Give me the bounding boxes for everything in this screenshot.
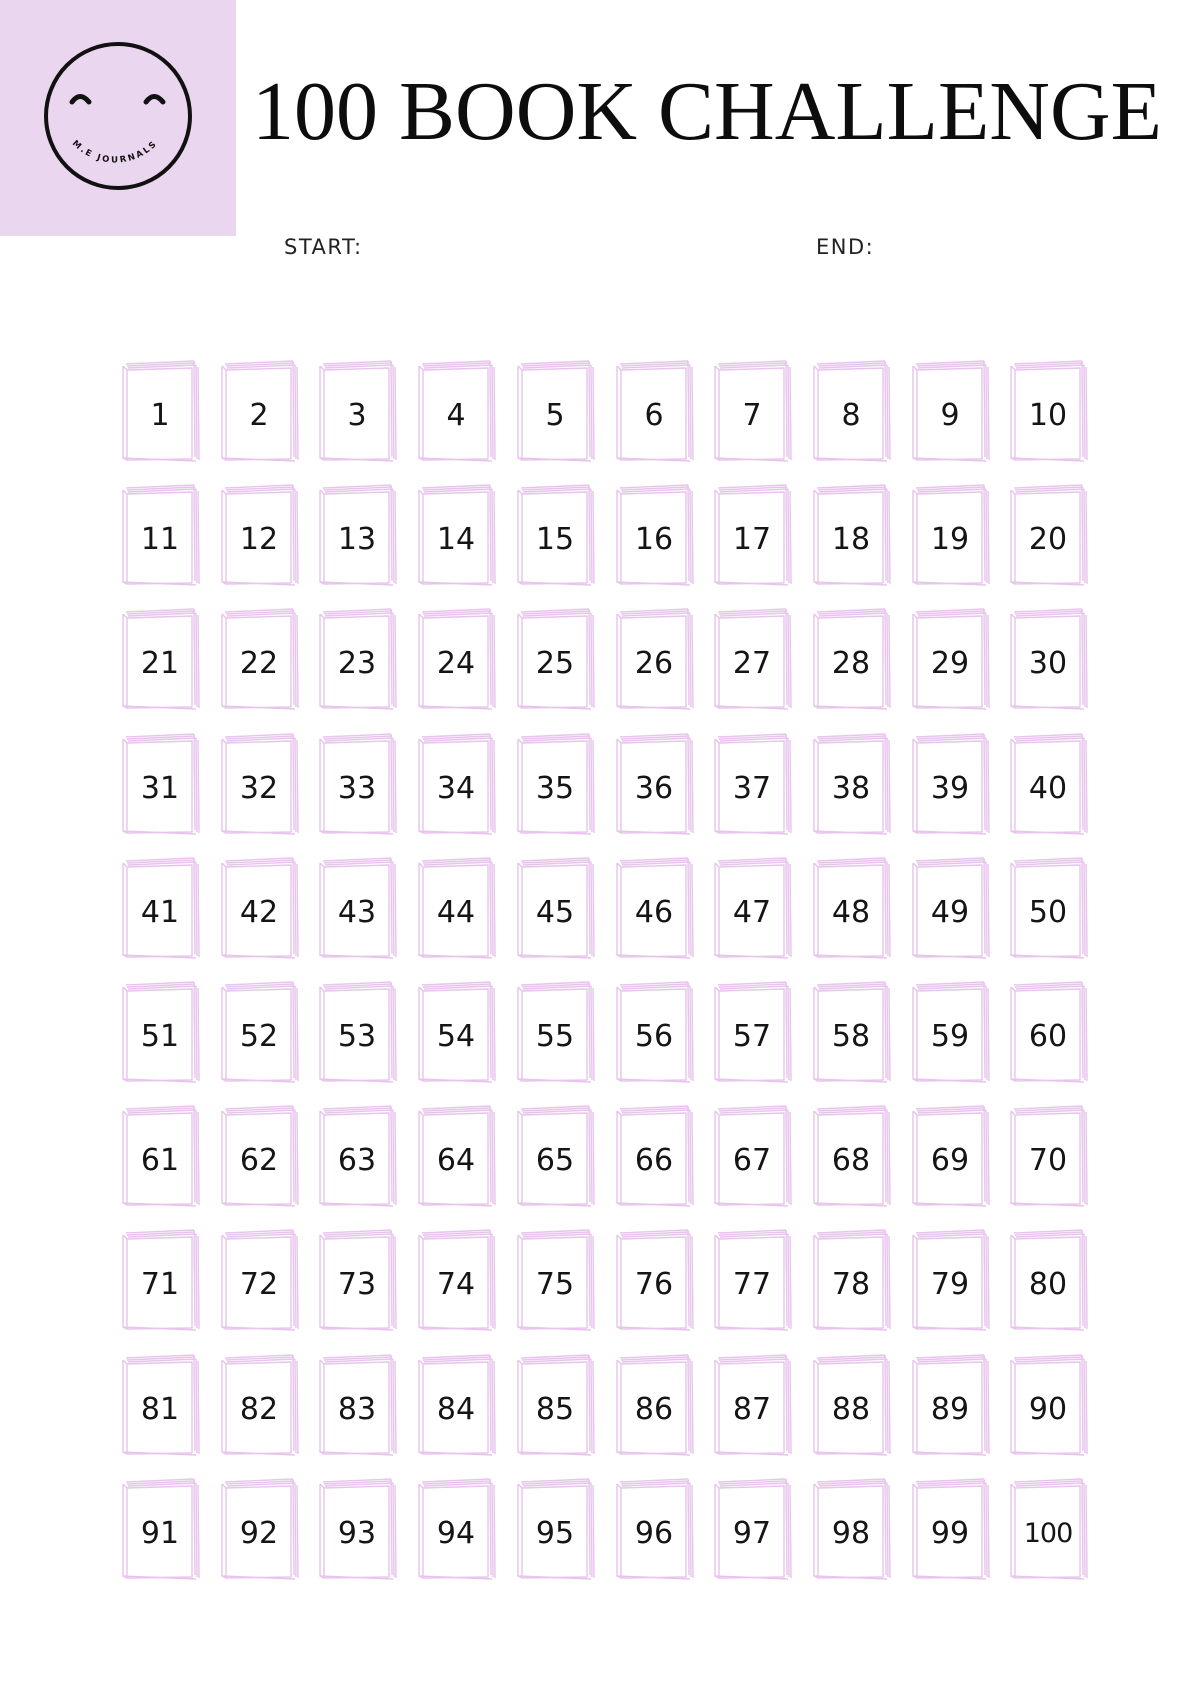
book-number: 64: [436, 1142, 476, 1178]
book-number: 63: [337, 1142, 377, 1178]
book-number: 9: [940, 397, 960, 433]
book-number: 40: [1028, 770, 1068, 806]
book-item: [1008, 608, 1088, 712]
book-number: 79: [930, 1266, 970, 1302]
book-item: [416, 608, 496, 712]
book-number: 42: [239, 894, 279, 930]
book-number: 67: [732, 1142, 772, 1178]
book-item: [515, 484, 595, 588]
book-number: 5: [545, 397, 565, 433]
book-item: [1008, 360, 1088, 464]
book-item: [416, 360, 496, 464]
book-number: 34: [436, 770, 476, 806]
end-label: END:: [816, 235, 875, 259]
book-number: 46: [634, 894, 674, 930]
book-number: 3: [347, 397, 367, 433]
book-number: 6: [644, 397, 664, 433]
book-number: 54: [436, 1018, 476, 1054]
book-number: 90: [1028, 1391, 1068, 1427]
book-item: [811, 981, 891, 1085]
book-number: 91: [140, 1515, 180, 1551]
book-item: [1008, 1105, 1088, 1209]
book-item: [219, 1229, 299, 1333]
page-title: 100 BOOK CHALLENGE: [252, 65, 1162, 158]
book-number: 28: [831, 645, 871, 681]
book-item: [614, 608, 694, 712]
book-item: [811, 1229, 891, 1333]
book-item: [811, 733, 891, 837]
book-item: [219, 484, 299, 588]
book-item: [910, 1478, 990, 1582]
book-number: 87: [732, 1391, 772, 1427]
book-number: 37: [732, 770, 772, 806]
book-item: [910, 1105, 990, 1209]
book-number: 20: [1028, 521, 1068, 557]
book-number: 75: [535, 1266, 575, 1302]
book-item: [317, 1478, 397, 1582]
book-number: 32: [239, 770, 279, 806]
book-item: [1008, 1354, 1088, 1458]
brand-text: M.E JOURNALS: [70, 138, 160, 166]
book-number: 92: [239, 1515, 279, 1551]
book-item: [515, 608, 595, 712]
book-item: [219, 608, 299, 712]
book-item: [515, 1229, 595, 1333]
book-item: [120, 857, 200, 961]
book-number: 49: [930, 894, 970, 930]
book-number: 29: [930, 645, 970, 681]
book-number: 27: [732, 645, 772, 681]
book-item: [120, 1229, 200, 1333]
book-number: 77: [732, 1266, 772, 1302]
book-item: [1008, 981, 1088, 1085]
book-item: [219, 857, 299, 961]
book-item: [614, 484, 694, 588]
book-item: [120, 1478, 200, 1582]
book-item: [219, 360, 299, 464]
book-item: [1008, 857, 1088, 961]
book-number: 19: [930, 521, 970, 557]
book-number: 50: [1028, 894, 1068, 930]
book-number: 33: [337, 770, 377, 806]
book-number: 68: [831, 1142, 871, 1178]
start-label: START:: [284, 235, 363, 259]
book-item: [1008, 1229, 1088, 1333]
book-number: 7: [742, 397, 762, 433]
book-number: 84: [436, 1391, 476, 1427]
book-item: [317, 608, 397, 712]
book-item: [219, 1105, 299, 1209]
book-item: [910, 360, 990, 464]
book-item: [712, 1229, 792, 1333]
book-number: 35: [535, 770, 575, 806]
book-number: 23: [337, 645, 377, 681]
book-number: 74: [436, 1266, 476, 1302]
book-item: [317, 733, 397, 837]
book-item: [219, 733, 299, 837]
book-item: [1008, 484, 1088, 588]
book-item: [120, 1354, 200, 1458]
book-item: [219, 1354, 299, 1458]
book-number: 96: [634, 1515, 674, 1551]
book-item: [614, 1478, 694, 1582]
book-item: [614, 1105, 694, 1209]
book-item: [416, 1105, 496, 1209]
book-item: [317, 981, 397, 1085]
smiley-face-icon: [0, 0, 236, 236]
book-number: 57: [732, 1018, 772, 1054]
book-number: 13: [337, 521, 377, 557]
book-item: [712, 1354, 792, 1458]
book-number: 95: [535, 1515, 575, 1551]
book-number: 78: [831, 1266, 871, 1302]
book-item: [317, 1354, 397, 1458]
book-item: [515, 1478, 595, 1582]
book-number: 10: [1028, 397, 1068, 433]
book-item: [515, 733, 595, 837]
book-number: 59: [930, 1018, 970, 1054]
book-item: [219, 1478, 299, 1582]
book-item: [811, 857, 891, 961]
book-item: [614, 981, 694, 1085]
book-item: [712, 608, 792, 712]
book-number: 39: [930, 770, 970, 806]
book-number: 15: [535, 521, 575, 557]
book-number: 36: [634, 770, 674, 806]
book-number: 47: [732, 894, 772, 930]
book-number: 76: [634, 1266, 674, 1302]
book-number: 72: [239, 1266, 279, 1302]
book-item: [712, 360, 792, 464]
book-item: [811, 1354, 891, 1458]
book-number: 65: [535, 1142, 575, 1178]
logo-box: [0, 0, 236, 236]
book-number: 21: [140, 645, 180, 681]
book-number: 73: [337, 1266, 377, 1302]
book-number: 80: [1028, 1266, 1068, 1302]
book-item: [614, 733, 694, 837]
book-number: 89: [930, 1391, 970, 1427]
book-number: 55: [535, 1018, 575, 1054]
book-number: 11: [140, 521, 180, 557]
book-number: 62: [239, 1142, 279, 1178]
book-item: [910, 1354, 990, 1458]
book-number: 41: [140, 894, 180, 930]
book-item: [1008, 1478, 1088, 1582]
book-item: [416, 1478, 496, 1582]
book-item: [416, 733, 496, 837]
book-item: [712, 484, 792, 588]
book-item: [120, 733, 200, 837]
book-number: 97: [732, 1515, 772, 1551]
book-number: 53: [337, 1018, 377, 1054]
book-number: 4: [446, 397, 466, 433]
book-number: 1: [150, 397, 170, 433]
book-item: [219, 981, 299, 1085]
book-item: [712, 857, 792, 961]
book-item: [317, 484, 397, 588]
book-item: [120, 1105, 200, 1209]
book-item: [910, 857, 990, 961]
book-number: 66: [634, 1142, 674, 1178]
book-item: [811, 1478, 891, 1582]
book-number: 88: [831, 1391, 871, 1427]
book-item: [416, 1229, 496, 1333]
book-number: 48: [831, 894, 871, 930]
book-number: 18: [831, 521, 871, 557]
book-item: [515, 1354, 595, 1458]
book-number: 83: [337, 1391, 377, 1427]
book-item: [416, 981, 496, 1085]
book-number: 24: [436, 645, 476, 681]
book-number: 58: [831, 1018, 871, 1054]
book-number: 86: [634, 1391, 674, 1427]
book-number: 17: [732, 521, 772, 557]
book-item: [515, 857, 595, 961]
book-item: [317, 857, 397, 961]
book-item: [712, 1478, 792, 1582]
book-number: 44: [436, 894, 476, 930]
book-item: [317, 1105, 397, 1209]
book-number: 56: [634, 1018, 674, 1054]
book-item: [120, 608, 200, 712]
book-number: 16: [634, 521, 674, 557]
book-item: [910, 981, 990, 1085]
book-number: 31: [140, 770, 180, 806]
book-number: 26: [634, 645, 674, 681]
book-item: [910, 484, 990, 588]
book-number: 69: [930, 1142, 970, 1178]
book-item: [416, 857, 496, 961]
right-eye-icon: [146, 97, 163, 103]
book-item: [614, 857, 694, 961]
book-item: [416, 484, 496, 588]
left-eye-icon: [72, 97, 89, 103]
book-item: [712, 981, 792, 1085]
book-number: 71: [140, 1266, 180, 1302]
book-item: [811, 484, 891, 588]
book-item: [712, 1105, 792, 1209]
book-number: 60: [1028, 1018, 1068, 1054]
book-item: [811, 1105, 891, 1209]
book-item: [811, 608, 891, 712]
book-item: [416, 1354, 496, 1458]
book-number: 14: [436, 521, 476, 557]
book-item: [614, 1229, 694, 1333]
book-number: 12: [239, 521, 279, 557]
book-number: 30: [1028, 645, 1068, 681]
book-number: 43: [337, 894, 377, 930]
book-number: 100: [1023, 1517, 1073, 1549]
book-item: [910, 1229, 990, 1333]
book-number: 82: [239, 1391, 279, 1427]
book-number: 22: [239, 645, 279, 681]
book-item: [614, 1354, 694, 1458]
book-number: 25: [535, 645, 575, 681]
book-number: 99: [930, 1515, 970, 1551]
book-number: 8: [841, 397, 861, 433]
book-item: [317, 360, 397, 464]
book-item: [120, 981, 200, 1085]
book-item: [910, 608, 990, 712]
book-item: [1008, 733, 1088, 837]
book-item: [317, 1229, 397, 1333]
book-number: 98: [831, 1515, 871, 1551]
book-item: [614, 360, 694, 464]
book-item: [120, 360, 200, 464]
book-number: 51: [140, 1018, 180, 1054]
book-number: 81: [140, 1391, 180, 1427]
book-number: 93: [337, 1515, 377, 1551]
book-item: [515, 981, 595, 1085]
book-number: 45: [535, 894, 575, 930]
book-number: 38: [831, 770, 871, 806]
book-item: [712, 733, 792, 837]
book-number: 2: [249, 397, 269, 433]
book-item: [910, 733, 990, 837]
book-number: 61: [140, 1142, 180, 1178]
book-item: [515, 360, 595, 464]
book-number: 52: [239, 1018, 279, 1054]
book-number: 70: [1028, 1142, 1068, 1178]
book-item: [120, 484, 200, 588]
book-number: 85: [535, 1391, 575, 1427]
book-number: 94: [436, 1515, 476, 1551]
book-item: [515, 1105, 595, 1209]
book-item: [811, 360, 891, 464]
